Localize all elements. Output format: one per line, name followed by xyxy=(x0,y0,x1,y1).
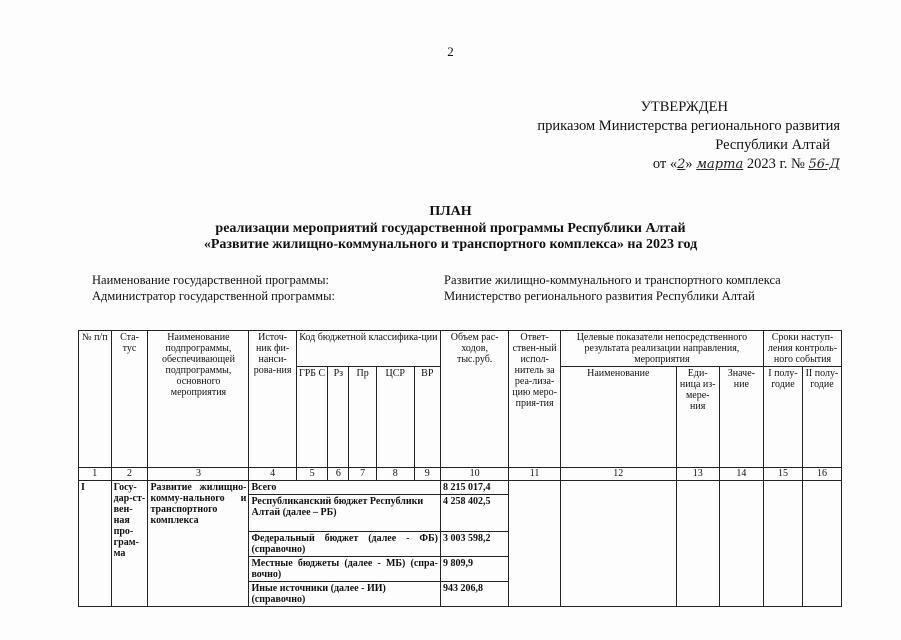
date-month: марта xyxy=(696,157,744,172)
approval-heading: УТВЕРЖДЕН xyxy=(640,99,728,115)
source-cell: Всего xyxy=(249,481,440,495)
date-year: 2023 г. № xyxy=(746,156,805,172)
header-grbs: ГРБ С xyxy=(296,367,328,468)
date-day: 2 xyxy=(677,157,686,172)
title-line-1: ПЛАН xyxy=(429,204,472,219)
col-number: 12 xyxy=(560,468,676,481)
approval-line-2: Республики Алтай xyxy=(715,137,830,153)
col-number: 11 xyxy=(509,468,561,481)
row-name: Развитие жилищно-комму-нального и транспортного комплекса xyxy=(148,481,249,607)
volume-cell: 3 003 598,2 xyxy=(440,532,508,557)
approval-block xyxy=(500,98,840,174)
header-target-unit: Еди-ница из-мере-ния xyxy=(676,367,719,468)
row-status: Госу-дар-ст-вен-ная про-грам-ма xyxy=(111,481,148,607)
header-rz: Рз xyxy=(328,367,349,468)
target-unit-cell xyxy=(676,481,719,607)
admin-value: Министерство регионального развития Республики Алтай xyxy=(444,289,755,303)
header-volume: Объем рас-ходов, тыс.руб. xyxy=(440,331,508,468)
target-name-cell xyxy=(560,481,676,607)
col-number: 9 xyxy=(414,468,440,481)
header-responsible: Ответ-ствен-ный испол-нитель за реа-лиза-цию меро-прия-тия xyxy=(509,331,561,468)
col-number: 8 xyxy=(376,468,414,481)
program-name-row xyxy=(92,273,781,288)
header-row-1 xyxy=(79,331,842,367)
page-number: 2 xyxy=(447,44,454,59)
header-targets: Целевые показатели непосредственного результата реализации направления, мероприятия xyxy=(560,331,763,367)
term-h1-cell xyxy=(763,481,802,607)
col-number: 16 xyxy=(802,468,841,481)
header-status: Ста-тус xyxy=(111,331,148,468)
doc-number: 56-Д xyxy=(808,157,840,172)
term-h2-cell xyxy=(802,481,841,607)
col-number: 14 xyxy=(719,468,763,481)
approval-date xyxy=(500,155,840,174)
header-name: Наименование подпрограммы, обеспечивающей подпрограммы, основного мероприятия xyxy=(148,331,249,468)
header-vr: ВР xyxy=(414,367,440,468)
plan-table xyxy=(78,330,842,607)
col-number: 6 xyxy=(328,468,349,481)
col-number: 10 xyxy=(440,468,508,481)
approval-line-1: приказом Министерства регионального развития xyxy=(537,118,840,134)
title-line-2: реализации мероприятий государственной программы Республики Алтай xyxy=(215,220,686,236)
title-line-3: «Развитие жилищно-коммунального и транспортного комплекса» на 2023 год xyxy=(203,237,698,252)
program-value: Развитие жилищно-коммунального и транспортного комплекса xyxy=(444,273,781,287)
date-mid: » xyxy=(685,156,693,172)
header-target-value: Значе-ние xyxy=(719,367,763,468)
header-num: № п/п xyxy=(79,331,112,468)
header-target-name: Наименование xyxy=(560,367,676,468)
col-number: 7 xyxy=(349,468,376,481)
administrator-row xyxy=(92,289,755,304)
volume-cell: 4 258 402,5 xyxy=(440,495,508,532)
admin-label: Администратор государственной программы: xyxy=(92,289,335,303)
source-cell: Местные бюджеты (далее - МБ) (спра-вочно) xyxy=(249,557,440,582)
responsible-cell xyxy=(509,481,561,607)
source-cell: Республиканский бюджет Республики Алтай (далее – РБ) xyxy=(249,495,440,532)
header-csr: ЦСР xyxy=(376,367,414,468)
col-number: 4 xyxy=(249,468,296,481)
column-numbers-row xyxy=(79,468,842,481)
volume-cell: 9 809,9 xyxy=(440,557,508,582)
date-prefix: от « xyxy=(652,156,678,172)
header-source: Источ-ник фи-нанси-рова-ния xyxy=(249,331,296,468)
program-label: Наименование государственной программы: xyxy=(92,273,330,287)
volume-cell: 943 206,8 xyxy=(440,582,508,607)
row-num: I xyxy=(79,481,112,607)
header-terms: Сроки наступ-ления контроль-ного события xyxy=(763,331,841,367)
table-row xyxy=(79,481,842,495)
col-number: 3 xyxy=(148,468,249,481)
header-term-h1: I полу-годие xyxy=(763,367,802,468)
col-number: 2 xyxy=(111,468,148,481)
target-value-cell xyxy=(719,481,763,607)
header-bcc: Код бюджетной классифика-ции xyxy=(296,331,440,367)
source-cell: Федеральный бюджет (далее - ФБ) (справочно) xyxy=(249,532,440,557)
header-term-h2: II полу-годие xyxy=(802,367,841,468)
header-pr: Пр xyxy=(349,367,376,468)
col-number: 5 xyxy=(296,468,328,481)
col-number: 15 xyxy=(763,468,802,481)
plan-title xyxy=(0,204,901,254)
col-number: 1 xyxy=(79,468,112,481)
volume-cell: 8 215 017,4 xyxy=(440,481,508,495)
col-number: 13 xyxy=(676,468,719,481)
source-cell: Иные источники (далее - ИИ) (справочно) xyxy=(249,582,440,607)
